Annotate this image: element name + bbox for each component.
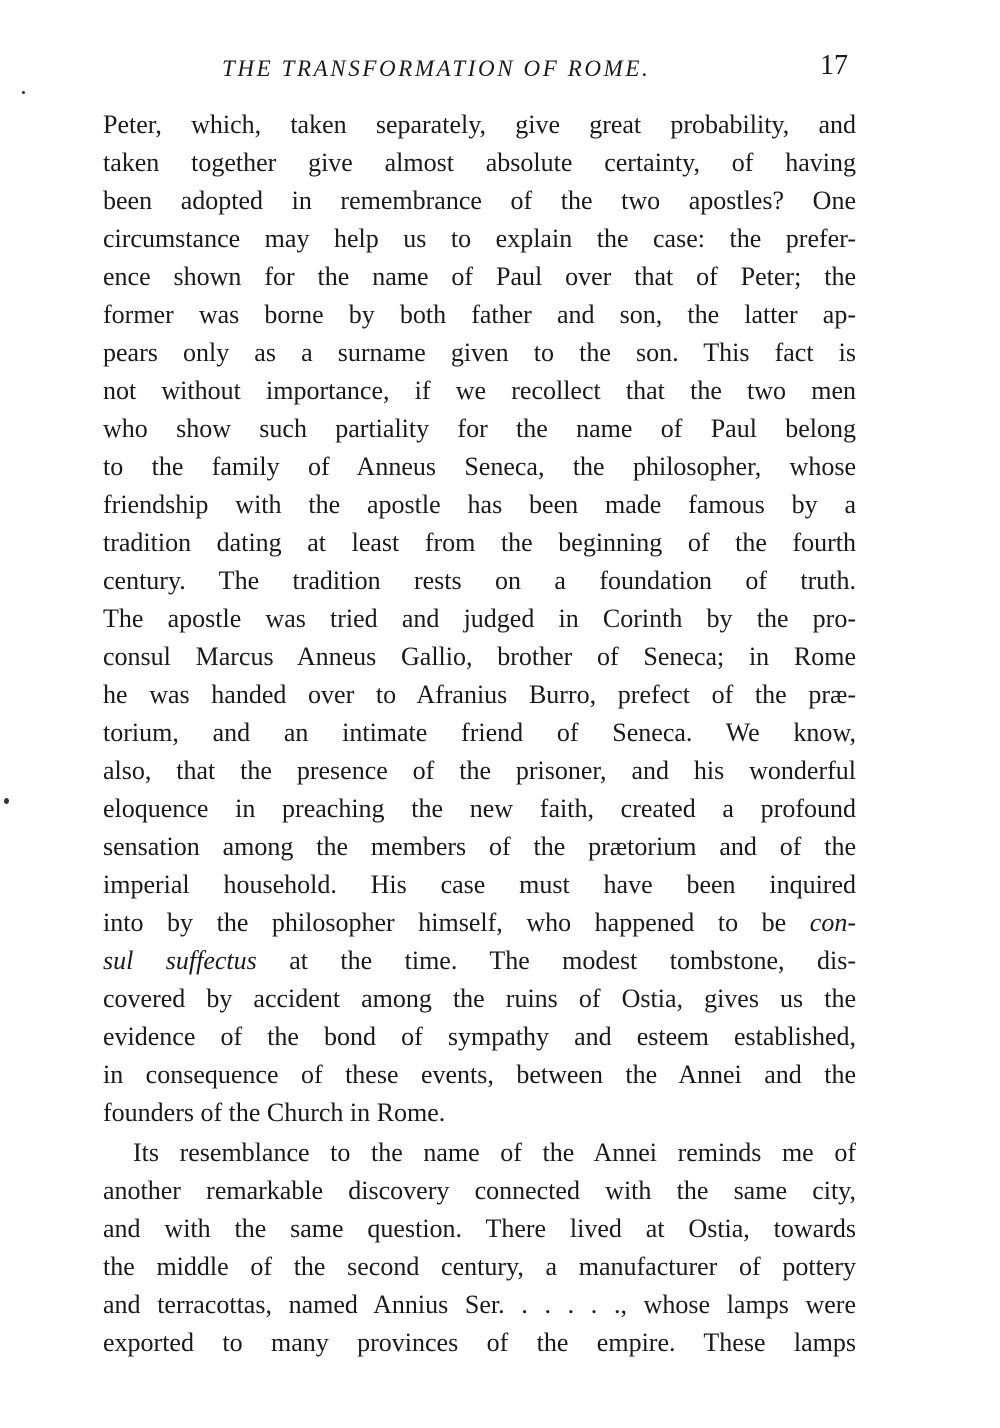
text-line: taken together give almost absolute certainty, of having bbox=[103, 148, 856, 177]
text-line: exported to many provinces of the empire. These lamps bbox=[103, 1328, 856, 1357]
text-line: century. The tradition rests on a foundation of truth. bbox=[103, 566, 856, 595]
italic-text: con- bbox=[809, 908, 856, 937]
running-title: THE TRANSFORMATION OF ROME. bbox=[222, 56, 651, 81]
text-line: imperial household. His case must have been inquired bbox=[103, 870, 856, 899]
text-line: and with the same question. There lived at Ostia, towards bbox=[103, 1214, 856, 1243]
text-line: evidence of the bond of sympathy and esteem established, bbox=[103, 1022, 856, 1051]
text-line: and terracottas, named Annius Ser. . . . . ., whose lamps were bbox=[103, 1290, 856, 1319]
text-line: eloquence in preaching the new faith, created a profound bbox=[103, 794, 856, 823]
text-line: also, that the presence of the prisoner, and his wonderful bbox=[103, 756, 856, 785]
running-header bbox=[0, 50, 1000, 90]
text-line: sensation among the members of the prætorium and of the bbox=[103, 832, 856, 861]
text-line bbox=[103, 942, 856, 980]
text-line: he was handed over to Afranius Burro, prefect of the præ- bbox=[103, 680, 856, 709]
text-line: in consequence of these events, between the Annei and the bbox=[103, 1060, 856, 1089]
text-line: to the family of Anneus Seneca, the philosopher, whose bbox=[103, 452, 856, 481]
text-line: Its resemblance to the name of the Annei reminds me of bbox=[133, 1138, 856, 1167]
text-run: into by the philosopher himself, who happened to be bbox=[103, 908, 810, 937]
text-line: Peter, which, taken separately, give great probability, and bbox=[103, 110, 856, 139]
text-line: ence shown for the name of Paul over that of Peter; the bbox=[103, 262, 856, 291]
text-line: who show such partiality for the name of Paul belong bbox=[103, 414, 856, 443]
text-line: former was borne by both father and son, the latter ap- bbox=[103, 300, 856, 329]
text-line: consul Marcus Anneus Gallio, brother of Seneca; in Rome bbox=[103, 642, 856, 671]
scan-speck bbox=[4, 798, 9, 804]
text-line: covered by accident among the ruins of Ostia, gives us the bbox=[103, 984, 856, 1013]
scan-speck bbox=[22, 91, 25, 94]
italic-text: sul suffectus bbox=[103, 946, 257, 975]
text-line: The apostle was tried and judged in Corinth by the pro- bbox=[103, 604, 856, 633]
text-line: founders of the Church in Rome. bbox=[103, 1098, 446, 1127]
text-line: circumstance may help us to explain the case: the prefer- bbox=[103, 224, 856, 253]
text-line: pears only as a surname given to the son. This fact is bbox=[103, 338, 856, 367]
text-run: at the time. The modest tombstone, dis- bbox=[256, 946, 856, 975]
text-line bbox=[103, 904, 856, 942]
text-line: torium, and an intimate friend of Seneca. We know, bbox=[103, 718, 856, 747]
page-number: 17 bbox=[820, 50, 848, 81]
text-line: tradition dating at least from the beginning of the fourth bbox=[103, 528, 856, 557]
text-line: the middle of the second century, a manufacturer of pottery bbox=[103, 1252, 856, 1281]
text-line: friendship with the apostle has been made famous by a bbox=[103, 490, 856, 519]
text-line: another remarkable discovery connected with the same city, bbox=[103, 1176, 856, 1205]
text-line: been adopted in remembrance of the two apostles? One bbox=[103, 186, 856, 215]
text-line: not without importance, if we recollect that the two men bbox=[103, 376, 856, 405]
